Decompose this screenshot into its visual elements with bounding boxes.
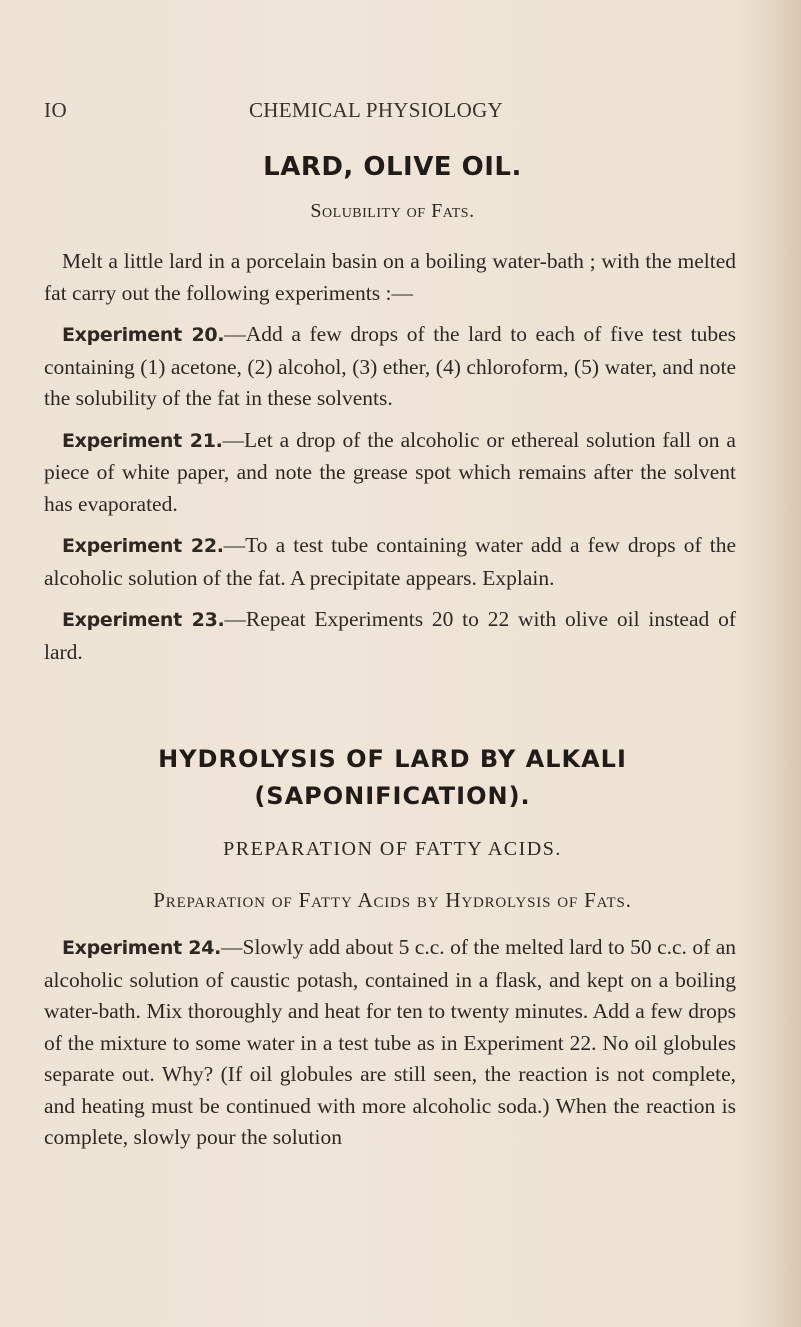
section1-body [44, 246, 736, 668]
section-heading-lard-olive-oil: LARD, OLIVE OIL. [263, 152, 522, 182]
experiment-text: —Add a few drops of the lard to each of five test tubes containing (1) acetone, (2) alcohol, (3) ether, (4) chloroform, (5) water, and note the solubility of the fat in these solvents. [44, 322, 736, 410]
experiment-label: Experiment 24. [62, 937, 222, 959]
experiment-label: Experiment 22. [62, 535, 224, 557]
experiment-paragraph [44, 604, 736, 668]
experiment-text: —To a test tube containing water add a few drops of the alcoholic solution of the fat. A precipitate appears. Explain. [44, 533, 736, 590]
experiment-text: —Slowly add about 5 c.c. of the melted lard to 50 c.c. of an alcoholic solution of caustic potash, contained in a flask, and kept on a boiling water-bath. Mix thoroughly and heat for ten to twenty minutes. Add a few drops of the mixture to some water in a test tube as in Experiment 22. No oil globules separate out. Why? (If oil globules are still seen, the reaction is not complete, and heating must be continued with more alcoholic soda.) When the reaction is complete, slowly pour the solution [44, 935, 736, 1149]
experiment-paragraph [44, 932, 736, 1154]
experiment-paragraph [44, 530, 736, 594]
section2-body [44, 932, 736, 1154]
experiment-paragraph [44, 425, 736, 521]
experiment-text: —Let a drop of the alcoholic or ethereal solution fall on a piece of white paper, and note the grease spot which remains after the solvent has evaporated. [44, 427, 736, 516]
experiment-label: Experiment 20. [62, 324, 225, 346]
running-head [44, 98, 744, 128]
experiment-label: Experiment 21. [62, 429, 223, 452]
experiment-paragraph [44, 319, 736, 415]
section-heading-saponification: (SAPONIFICATION). [254, 782, 531, 810]
subheading-preparation-by-hydrolysis: Preparation of Fatty Acids by Hydrolysis of Fats. [153, 888, 632, 912]
intro-paragraph: Melt a little lard in a porcelain basin on a boiling water-bath ; with the melted fat carry out the following experiments :— [44, 249, 736, 305]
section-heading-hydrolysis: HYDROLYSIS OF LARD BY ALKALI [158, 745, 627, 773]
page-number: IO [44, 98, 68, 122]
subheading-solubility-of-fats: Solubility of Fats. [310, 200, 475, 222]
running-title: CHEMICAL PHYSIOLOGY [249, 98, 504, 122]
experiment-text: —Repeat Experiments 20 to 22 with olive oil instead of lard. [44, 607, 736, 664]
subheading-preparation-of-fatty-acids: PREPARATION OF FATTY ACIDS. [223, 838, 562, 860]
experiment-label: Experiment 23. [62, 609, 225, 631]
